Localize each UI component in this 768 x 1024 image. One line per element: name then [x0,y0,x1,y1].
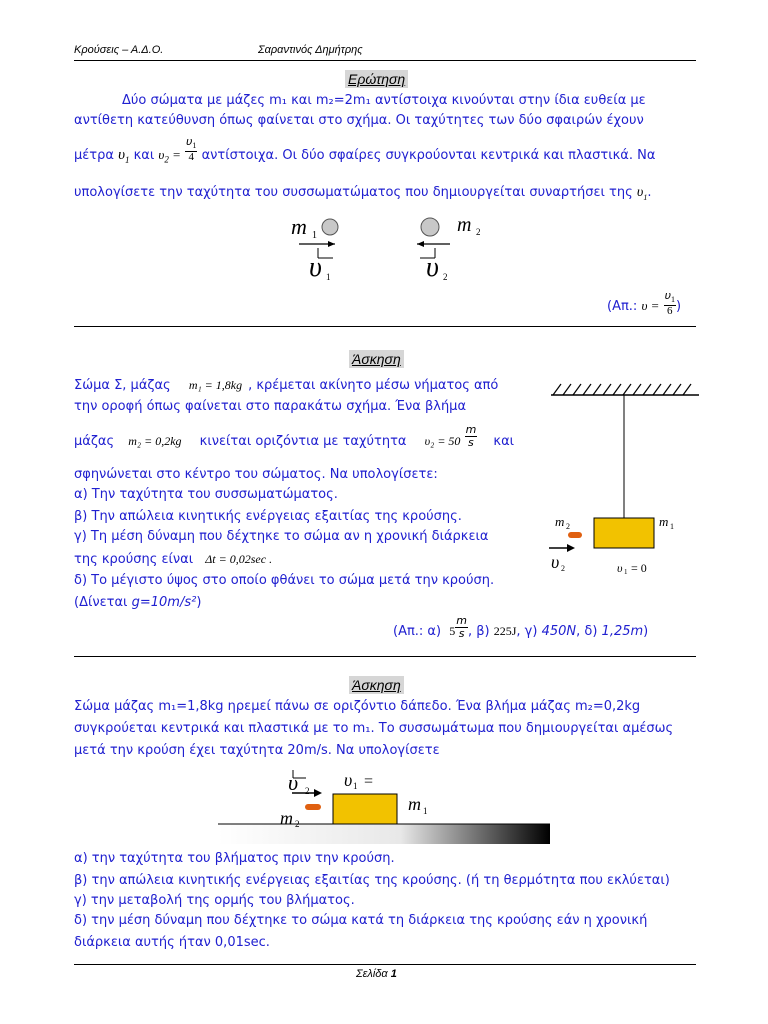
svg-text:υ: υ [288,770,299,795]
s3-qa: α) την ταχύτητα του βλήματος πριν την κρούση. [74,851,395,866]
ball-m2 [421,218,439,236]
u2-label: υ [426,252,439,283]
svg-text:2: 2 [443,272,448,282]
s1-line1: Δύο σώματα με μάζες m₁ και m₂=2m₁ αντίστοιχα κινούνται στην ίδια ευθεία με [122,93,646,108]
s1-line3: μέτρα $\upsilon_1$ και $\upsilon_2$ = $\frac{\upsilon_1}{4}$ αντίστοιχα. Οι δύο σφαίρες συγκρούονται κεντρικά και πλαστικά. Να [74,134,656,165]
svg-text:1: 1 [326,272,331,282]
header-rule [74,60,696,61]
s1-line2: αντίθετη κατεύθυνση όπως φαίνεται στο σχήμα. Οι ταχύτητες των δύο σφαιρών έχουν [74,113,644,128]
section2-rule [74,656,696,657]
svg-text:υ: υ [617,561,623,575]
s1-line4: υπολογίσετε την ταχύτητα του συσσωματώματος που δημιουργείται συναρτήσει της $\upsilon_1$. [74,185,652,202]
s2-line3: μάζας m₂ = 0,2kg κινείται οριζόντια με ταχύτητα υ₂ = 50 $\frac{m}{s}$ και [74,423,515,449]
s2-qa: α) Την ταχύτητα του συσσωματώματος. [74,487,338,502]
svg-text:=: = [364,773,374,790]
svg-text:1: 1 [353,781,358,791]
ceiling-hatch [553,384,691,395]
s2-qc2: της κρούσης είναι Δt = 0,02sec . [74,552,273,567]
svg-text:1: 1 [670,522,674,531]
block-m1 [333,794,397,824]
block-m1 [594,518,654,548]
svg-text:m: m [280,808,293,828]
section1-rule [74,326,696,327]
s1-answer: (Απ.: υ = $\frac{\upsilon_1}{6}$ ) [607,289,682,318]
s3-qd1: δ) την μέση δύναμη που δέχτηκε το σώμα κατά τη διάρκεια της κρούσης εάν η χρονική [74,913,648,928]
header-author: Σαραντινός Δημήτρης [258,44,363,56]
s2-answer: (Απ.: α) 5 $\frac{m}{s}$ , β) 225J, γ) 450N, δ) 1,25m) [393,614,649,640]
pendulum-figure [545,378,705,578]
svg-text:m: m [555,514,565,529]
s3-line2: συγκρούεται κεντρικά και πλαστικά με το m₁. Το συσσωμάτωμα που δημιουργείται αμέσως [74,721,674,736]
section1-title: Ερώτηση [345,70,408,88]
m1-label: m [291,214,307,239]
svg-text:m: m [659,514,669,529]
svg-text:m: m [408,794,421,814]
floor-figure [218,764,553,846]
section3-title: Άσκηση [349,676,404,694]
header-topic: Κρούσεις – Α.Δ.Ο. [74,44,164,56]
s3-qd2: διάρκεια αυτής ήταν 0,01sec. [74,935,270,950]
svg-text:= 0: = 0 [631,561,647,575]
svg-text:2: 2 [566,522,570,531]
s3-line1: Σώμα μάζας m₁=1,8kg ηρεμεί πάνω σε οριζόντιο δάπεδο. Ένα βλήμα μάζας m₂=0,2kg [74,699,641,714]
s2-line1: Σώμα Σ, μάζας m₁ = 1,8kg , κρέμεται ακίνητο μέσω νήματος από [74,378,499,393]
svg-text:1: 1 [624,568,628,576]
s3-qc: γ) την μεταβολή της ορμής του βλήματος. [74,893,355,908]
s2-given: (Δίνεται g=10m/s²) [74,595,202,610]
s2-qd: δ) Το μέγιστο ύψος στο οποίο φθάνει το σώμα μετά την κρούση. [74,573,495,588]
floor [218,824,550,844]
svg-text:2: 2 [295,819,300,829]
bullet-m2 [305,804,321,810]
svg-text:2: 2 [305,786,310,796]
bullet-m2 [568,532,582,538]
svg-text:2: 2 [561,564,565,573]
s2-qb: β) Την απώλεια κινητικής ενέργειας εξαιτίας της κρούσης. [74,509,462,524]
s2-line2: την οροφή όπως φαίνεται στο παρακάτω σχήμα. Ένα βλήμα [74,399,467,414]
ball-m1 [322,219,338,235]
m1-sub: 1 [312,230,317,241]
svg-text:1: 1 [423,806,428,816]
svg-text:υ: υ [344,770,353,790]
collision-figure [285,210,495,285]
s2-line4: σφηνώνεται στο κέντρο του σώματος. Να υπολογίσετε: [74,467,438,482]
m2-label: m [457,214,472,236]
svg-text:υ: υ [551,552,560,572]
s3-qb: β) την απώλεια κινητικής ενέργειας εξαιτίας της κρούσης. (ή τη θερμότητα που εκλύεται) [74,873,670,888]
u1-label: υ [309,252,322,283]
footer-rule [74,964,696,965]
section2-title: Άσκηση [349,350,404,368]
s3-line3: μετά την κρούση έχει ταχύτητα 20m/s. Να υπολογίσετε [74,743,440,758]
s2-qc1: γ) Τη μέση δύναμη που δέχτηκε το σώμα αν η χρονική διάρκεια [74,529,489,544]
svg-text:2: 2 [476,227,481,237]
footer-page: Σελίδα 1 [356,968,397,980]
